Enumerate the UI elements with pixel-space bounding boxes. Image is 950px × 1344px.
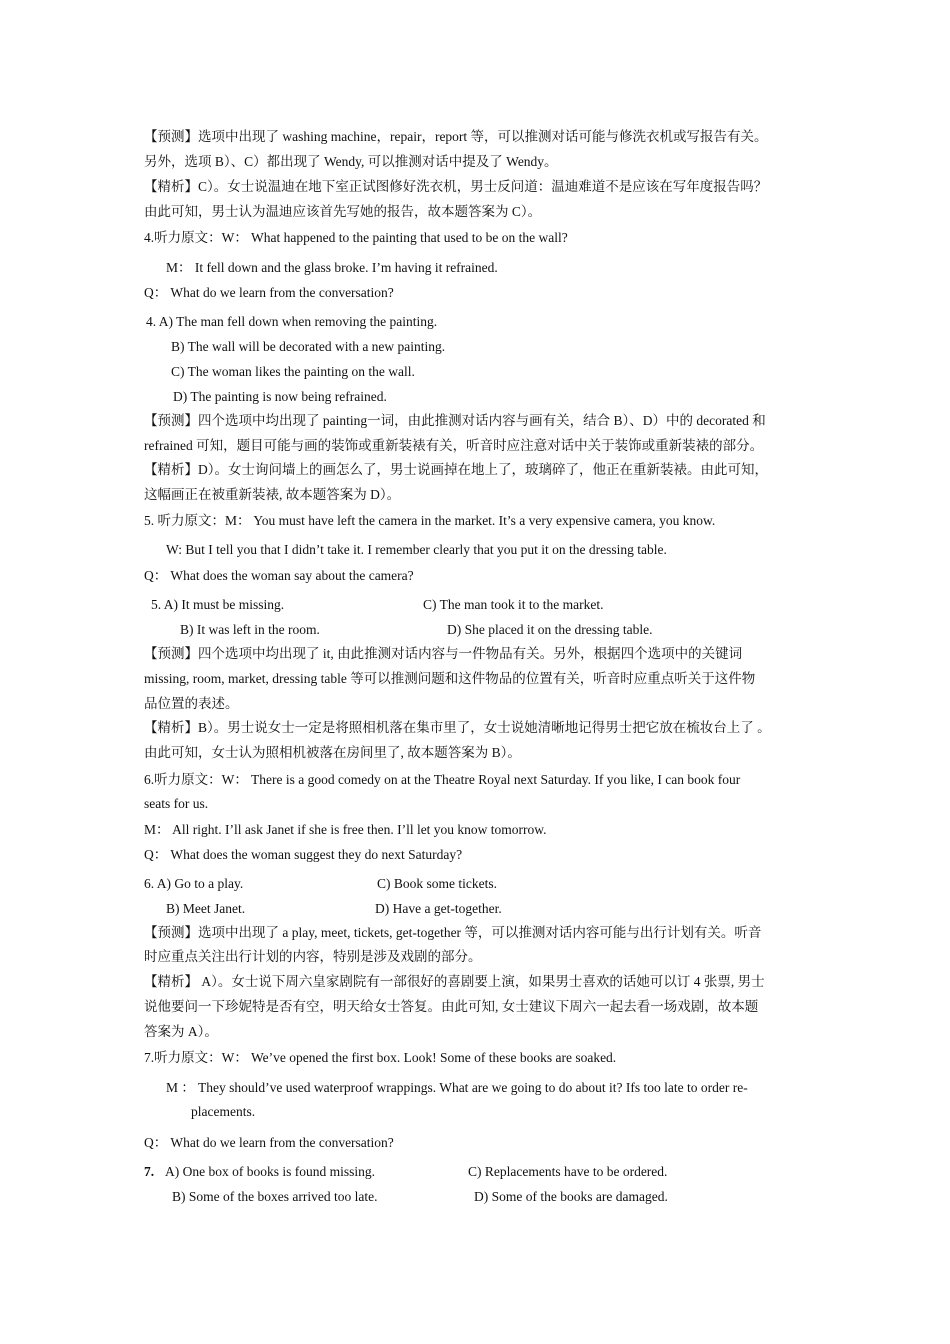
q3-analysis-line-1: 【精析】C）。女士说温迪在地下室正试图修好洗衣机，男士反问道：温迪难道不是应该在写年度报告吗？: [144, 179, 768, 194]
q3-predict-line-2: 另外，选项 B）、C）都出现了 Wendy, 可以推测对话中提及了 Wendy。: [144, 154, 558, 169]
q6-predict-line-1: 【预测】选项中出现了 a play, meet, tickets, get-together 等，可以推测对话内容可能与出行计划有关。听音: [144, 925, 762, 940]
q6-option-d: D) Have a get-together.: [375, 901, 502, 916]
q7-question: Q： What do we learn from the conversation?: [144, 1135, 394, 1150]
q7-transcript-woman: 7.听力原文：W： We’ve opened the first box. Look! Some of these books are soaked.: [144, 1050, 617, 1065]
q6-analysis-line-1: 【精析】 A）。女士说下周六皇家剧院有一部很好的喜剧要上演，如果男士喜欢的话她可以订 4 张票, 男士: [144, 974, 765, 989]
q5-transcript-woman: W: But I tell you that I didn’t take it. I remember clearly that you put it on the dressing table.: [166, 542, 667, 557]
q6-transcript-woman-line-2: seats for us.: [144, 796, 209, 811]
q5-option-d: D) She placed it on the dressing table.: [447, 622, 653, 637]
q5-question: Q： What does the woman say about the camera?: [144, 568, 414, 583]
q5-predict-line-3: 品位置的表述。: [144, 696, 239, 711]
q6-question: Q： What does the woman suggest they do next Saturday?: [144, 847, 463, 862]
q4-question: Q： What do we learn from the conversation?: [144, 285, 394, 300]
q4-transcript-woman: 4.听力原文：W： What happened to the painting that used to be on the wall?: [144, 230, 568, 245]
q7-number: 7.: [144, 1164, 155, 1179]
q6-transcript-man: M： All right. I’ll ask Janet if she is free then. I’ll let you know tomorrow.: [144, 822, 547, 837]
q4-option-d: D) The painting is now being refrained.: [173, 389, 387, 404]
q6-option-b: B) Meet Janet.: [166, 901, 246, 916]
q5-analysis-line-2: 由此可知，女士认为照相机被落在房间里了, 故本题答案为 B）。: [144, 745, 521, 760]
q5-transcript-man: 5. 听力原文：M： You must have left the camera in the market. It’s a very expensive camera, you know.: [144, 513, 716, 528]
q4-transcript-man: M： It fell down and the glass broke. I’m having it refrained.: [166, 260, 498, 275]
q3-analysis-line-2: 由此可知，男士认为温迪应该首先写她的报告，故本题答案为 C）。: [144, 204, 542, 219]
q4-option-c: C) The woman likes the painting on the wall.: [171, 364, 415, 379]
q5-option-c: C) The man took it to the market.: [423, 597, 604, 612]
q6-option-a: 6. A) Go to a play.: [144, 876, 244, 891]
q7-transcript-man-line-1: M ： They should’ve used waterproof wrappings. What are we going to do about it? Ifs too late to order re-: [166, 1080, 748, 1095]
q4-predict-line-1: 【预测】四个选项中均出现了 painting一词，由此推测对话内容与画有关，结合 B）、D）中的 decorated 和: [144, 413, 766, 428]
q4-analysis-line-2: 这幅画正在被重新装裱, 故本题答案为 D）。: [144, 487, 401, 502]
q5-predict-line-1: 【预测】四个选项中均出现了 it, 由此推测对话内容与一件物品有关。另外，根据四个选项中的关键词: [144, 646, 743, 661]
q5-analysis-line-1: 【精析】B）。男士说女士一定是将照相机落在集市里了，女士说她清晰地记得男士把它放在梳妆台上了 。: [144, 720, 771, 735]
q5-predict-line-2: missing, room, market, dressing table 等可以推测问题和这件物品的位置有关，听音时应重点听关于这件物: [144, 671, 756, 686]
q7-option-a: A) One box of books is found missing.: [165, 1164, 375, 1179]
q6-predict-line-2: 时应重点关注出行计划的内容，特别是涉及戏剧的部分。: [144, 949, 482, 964]
q5-option-b: B) It was left in the room.: [180, 622, 320, 637]
q7-transcript-man-line-2: placements.: [191, 1104, 256, 1119]
q4-option-a: 4. A) The man fell down when removing the painting.: [146, 314, 438, 329]
q7-option-b: B) Some of the boxes arrived too late.: [172, 1189, 378, 1204]
q7-option-c: C) Replacements have to be ordered.: [468, 1164, 668, 1179]
q6-transcript-woman-line-1: 6.听力原文：W： There is a good comedy on at the Theatre Royal next Saturday. If you like, I can book four: [144, 772, 741, 787]
q4-predict-line-2: refrained 可知，题目可能与画的装饰或重新装裱有关，听音时应注意对话中关于装饰或重新装裱的部分。: [144, 438, 764, 453]
q6-analysis-line-3: 答案为 A）。: [144, 1024, 218, 1039]
q6-analysis-line-2: 说他要问一下珍妮特是否有空，明天给女士答复。由此可知, 女士建议下周六一起去看一场戏剧，故本题: [144, 999, 759, 1014]
q7-option-d: D) Some of the books are damaged.: [474, 1189, 668, 1204]
q4-analysis-line-1: 【精析】D）。女士询问墙上的画怎么了，男士说画掉在地上了，玻璃碎了，他正在重新装裱。由此可知，: [144, 462, 768, 477]
q6-option-c: C) Book some tickets.: [377, 876, 497, 891]
q5-option-a: 5. A) It must be missing.: [151, 597, 285, 612]
q3-predict-line-1: 【预测】选项中出现了 washing machine，repair，report 等，可以推测对话可能与修洗衣机或写报告有关。: [144, 129, 768, 144]
q4-option-b: B) The wall will be decorated with a new painting.: [171, 339, 446, 354]
